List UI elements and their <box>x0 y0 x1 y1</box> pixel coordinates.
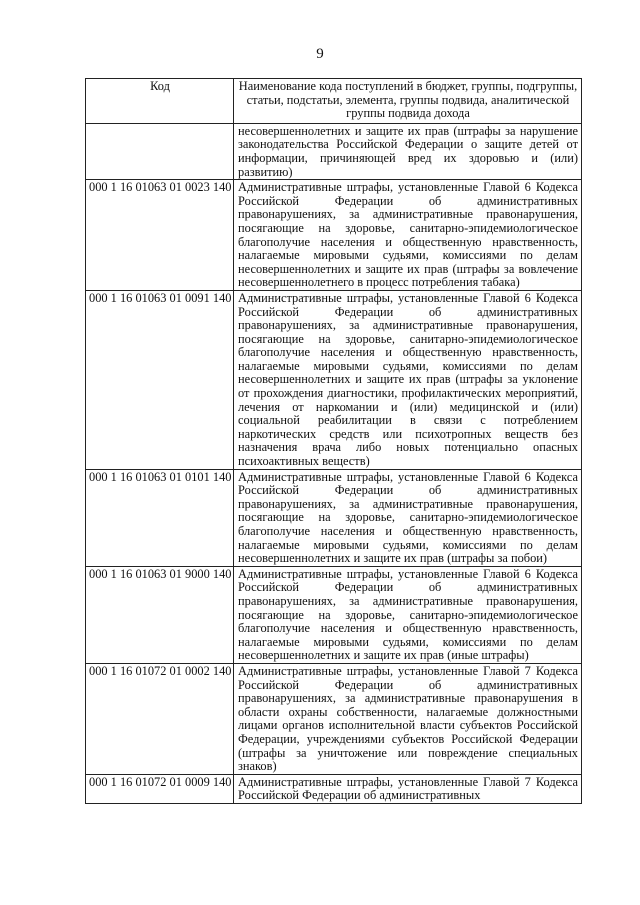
row-code: 000 1 16 01063 01 0023 140 <box>86 180 234 291</box>
table-row <box>86 123 582 179</box>
header-code: Код <box>86 79 234 124</box>
row-code: 000 1 16 01072 01 0002 140 <box>86 663 234 774</box>
row-name: Административные штрафы, установленные Главой 6 Кодекса Российской Федерации об административных правонарушениях, за административные правонарушения, посягающие на здоровье, санитарно-эпидемиологическое благополучие населения и общественную нравственность, налагаемые мировыми судьями, комиссиями по делам несовершеннолетних и защите их прав (штрафы за побои) <box>234 469 582 566</box>
row-name: Административные штрафы, установленные Главой 7 Кодекса Российской Федерации об административных <box>234 774 582 803</box>
table-row <box>86 180 582 291</box>
row-name: Административные штрафы, установленные Главой 6 Кодекса Российской Федерации об административных правонарушениях, за административные правонарушения, посягающие на здоровье, санитарно-эпидемиологическое благополучие населения и общественную нравственность, налагаемые мировыми судьями, комиссиями по делам несовершеннолетних и защите их прав (штрафы за уклонение от прохождения диагностики, профилактических мероприятий, лечения от наркомании и (или) медицинской и (или) социальной реабилитации в связи с потреблением наркотических средств или психотропных веществ без назначения врача либо новых потенциально опасных психоактивных веществ) <box>234 290 582 469</box>
row-name: Административные штрафы, установленные Главой 6 Кодекса Российской Федерации об административных правонарушениях, за административные правонарушения, посягающие на здоровье, санитарно-эпидемиологическое благополучие населения и общественную нравственность, налагаемые мировыми судьями, комиссиями по делам несовершеннолетних и защите их прав (иные штрафы) <box>234 566 582 663</box>
row-code: 000 1 16 01063 01 0091 140 <box>86 290 234 469</box>
table-header-row <box>86 79 582 124</box>
row-name: Административные штрафы, установленные Главой 6 Кодекса Российской Федерации об административных правонарушениях, за административные правонарушения, посягающие на здоровье, санитарно-эпидемиологическое благополучие населения и общественную нравственность, налагаемые мировыми судьями, комиссиями по делам несовершеннолетних и защите их прав (штрафы за вовлечение несовершеннолетнего в процесс потребления табака) <box>234 180 582 291</box>
row-code: 000 1 16 01063 01 0101 140 <box>86 469 234 566</box>
table-row <box>86 663 582 774</box>
table-row <box>86 290 582 469</box>
row-code: 000 1 16 01072 01 0009 140 <box>86 774 234 803</box>
table-row <box>86 774 582 803</box>
header-name: Наименование кода поступлений в бюджет, группы, подгруппы, статьи, подстатьи, элемента, группы подвида, аналитической группы подвида дохода <box>234 79 582 124</box>
row-code <box>86 123 234 179</box>
revenue-codes-table <box>85 78 582 804</box>
table-row <box>86 566 582 663</box>
page-number: 9 <box>316 46 324 62</box>
row-code: 000 1 16 01063 01 9000 140 <box>86 566 234 663</box>
table-row <box>86 469 582 566</box>
row-name: Административные штрафы, установленные Главой 7 Кодекса Российской Федерации об административных правонарушениях, за административные правонарушения в области охраны собственности, налагаемые должностными лицами органов исполнительной власти субъектов Российской Федерации, учреждениями субъектов Российской Федерации (штрафы за уничтожение или повреждение специальных знаков) <box>234 663 582 774</box>
row-name: несовершеннолетних и защите их прав (штрафы за нарушение законодательства Российской Федерации о защите детей от информации, причиняющей вред их здоровью и (или) развитию) <box>234 123 582 179</box>
